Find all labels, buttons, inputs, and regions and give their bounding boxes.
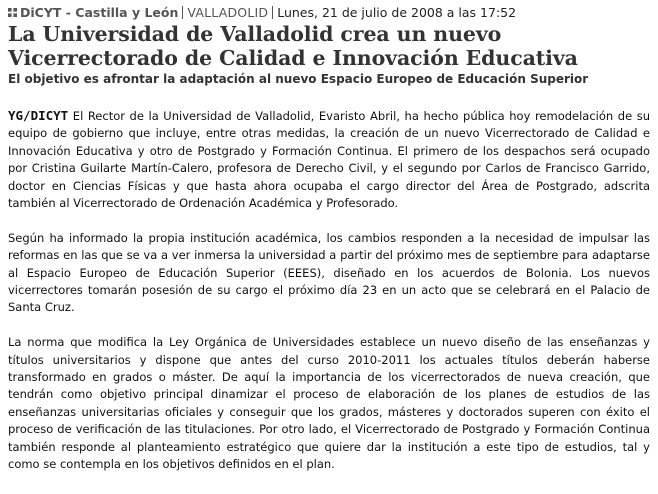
date-label: Lunes, 21 de julio de 2008 a las 17:52 <box>277 5 517 20</box>
article-paragraph: Según ha informado la propia institución académica, los cambios responden a la necesidad de impulsar las reformas en las que se va a ver inmersa la universidad a partir del próximo mes de septiembre para adaptarse al Espacio Europeo de Educación Superior (EEES), diseñado en los acuerdos de Bolonia. Los nuevos vicerrectores tomarán posesión de su cargo el próximo día 23 en un acto que se celebrará en el Palacio de Santa Cruz. <box>8 230 650 315</box>
lead-byline: YG/DICYT <box>8 108 69 123</box>
separator <box>272 6 273 19</box>
separator <box>182 6 183 19</box>
city-label: VALLADOLID <box>187 5 269 20</box>
paragraph-text: El Rector de la Universidad de Valladolid, Evaristo Abril, ha hecho pública hoy remodelación de su equipo de gobierno que incluye, entre otras medidas, la creación de un nuevo Vicerrectorado de Calidad e Innovación Educativa y otro de Postgrado y Formación Continua. El primero de los despachos será ocupado por Cristina Guilarte Martín-Calero, profesora de Derecho Civil, y el segundo por Carlos de Francisco Garrido, doctor en Ciencias Físicas y que hasta ahora ocupaba el cargo director del Área de Postgrado, adscrita también al Vicerrectorado de Ordenación Académica y Profesorado. <box>8 109 650 211</box>
article-paragraph: La norma que modifica la Ley Orgánica de Universidades establece un nuevo diseño de las enseñanzas y títulos universitarios y dispone que antes del curso 2010-2011 los actuales títulos deberán haberse transformado en grados o máster. De aquí la importancia de los vicerrectorados de nueva creación, que tendrán como objetivo principal dinamizar el proceso de elaboración de los planes de estudios de las enseñanzas universitarias oficiales y conseguir que los grados, másteres y doctorados superen con éxito el proceso de verificación de las titulaciones. Por otro lado, el Vicerrectorado de Postgrado y Formación Continua también responde al planteamiento estratégico que quiere dar la institución a este tipo de estudios, tal y como se contempla en los objetivos definidos en el plan. <box>8 335 650 472</box>
article-meta <box>8 4 650 22</box>
article-body <box>8 107 650 474</box>
article-title: La Universidad de Valladolid crea un nuevo Vicerrectorado de Calidad e Innovación Educativa <box>8 22 578 70</box>
article-subtitle: El objetivo es afrontar la adaptación al nuevo Espacio Europeo de Educación Superior <box>8 72 589 86</box>
article-paragraph <box>8 107 650 212</box>
four-dots-icon <box>8 8 17 17</box>
source-link[interactable]: DiCYT - Castilla y León <box>20 5 179 20</box>
